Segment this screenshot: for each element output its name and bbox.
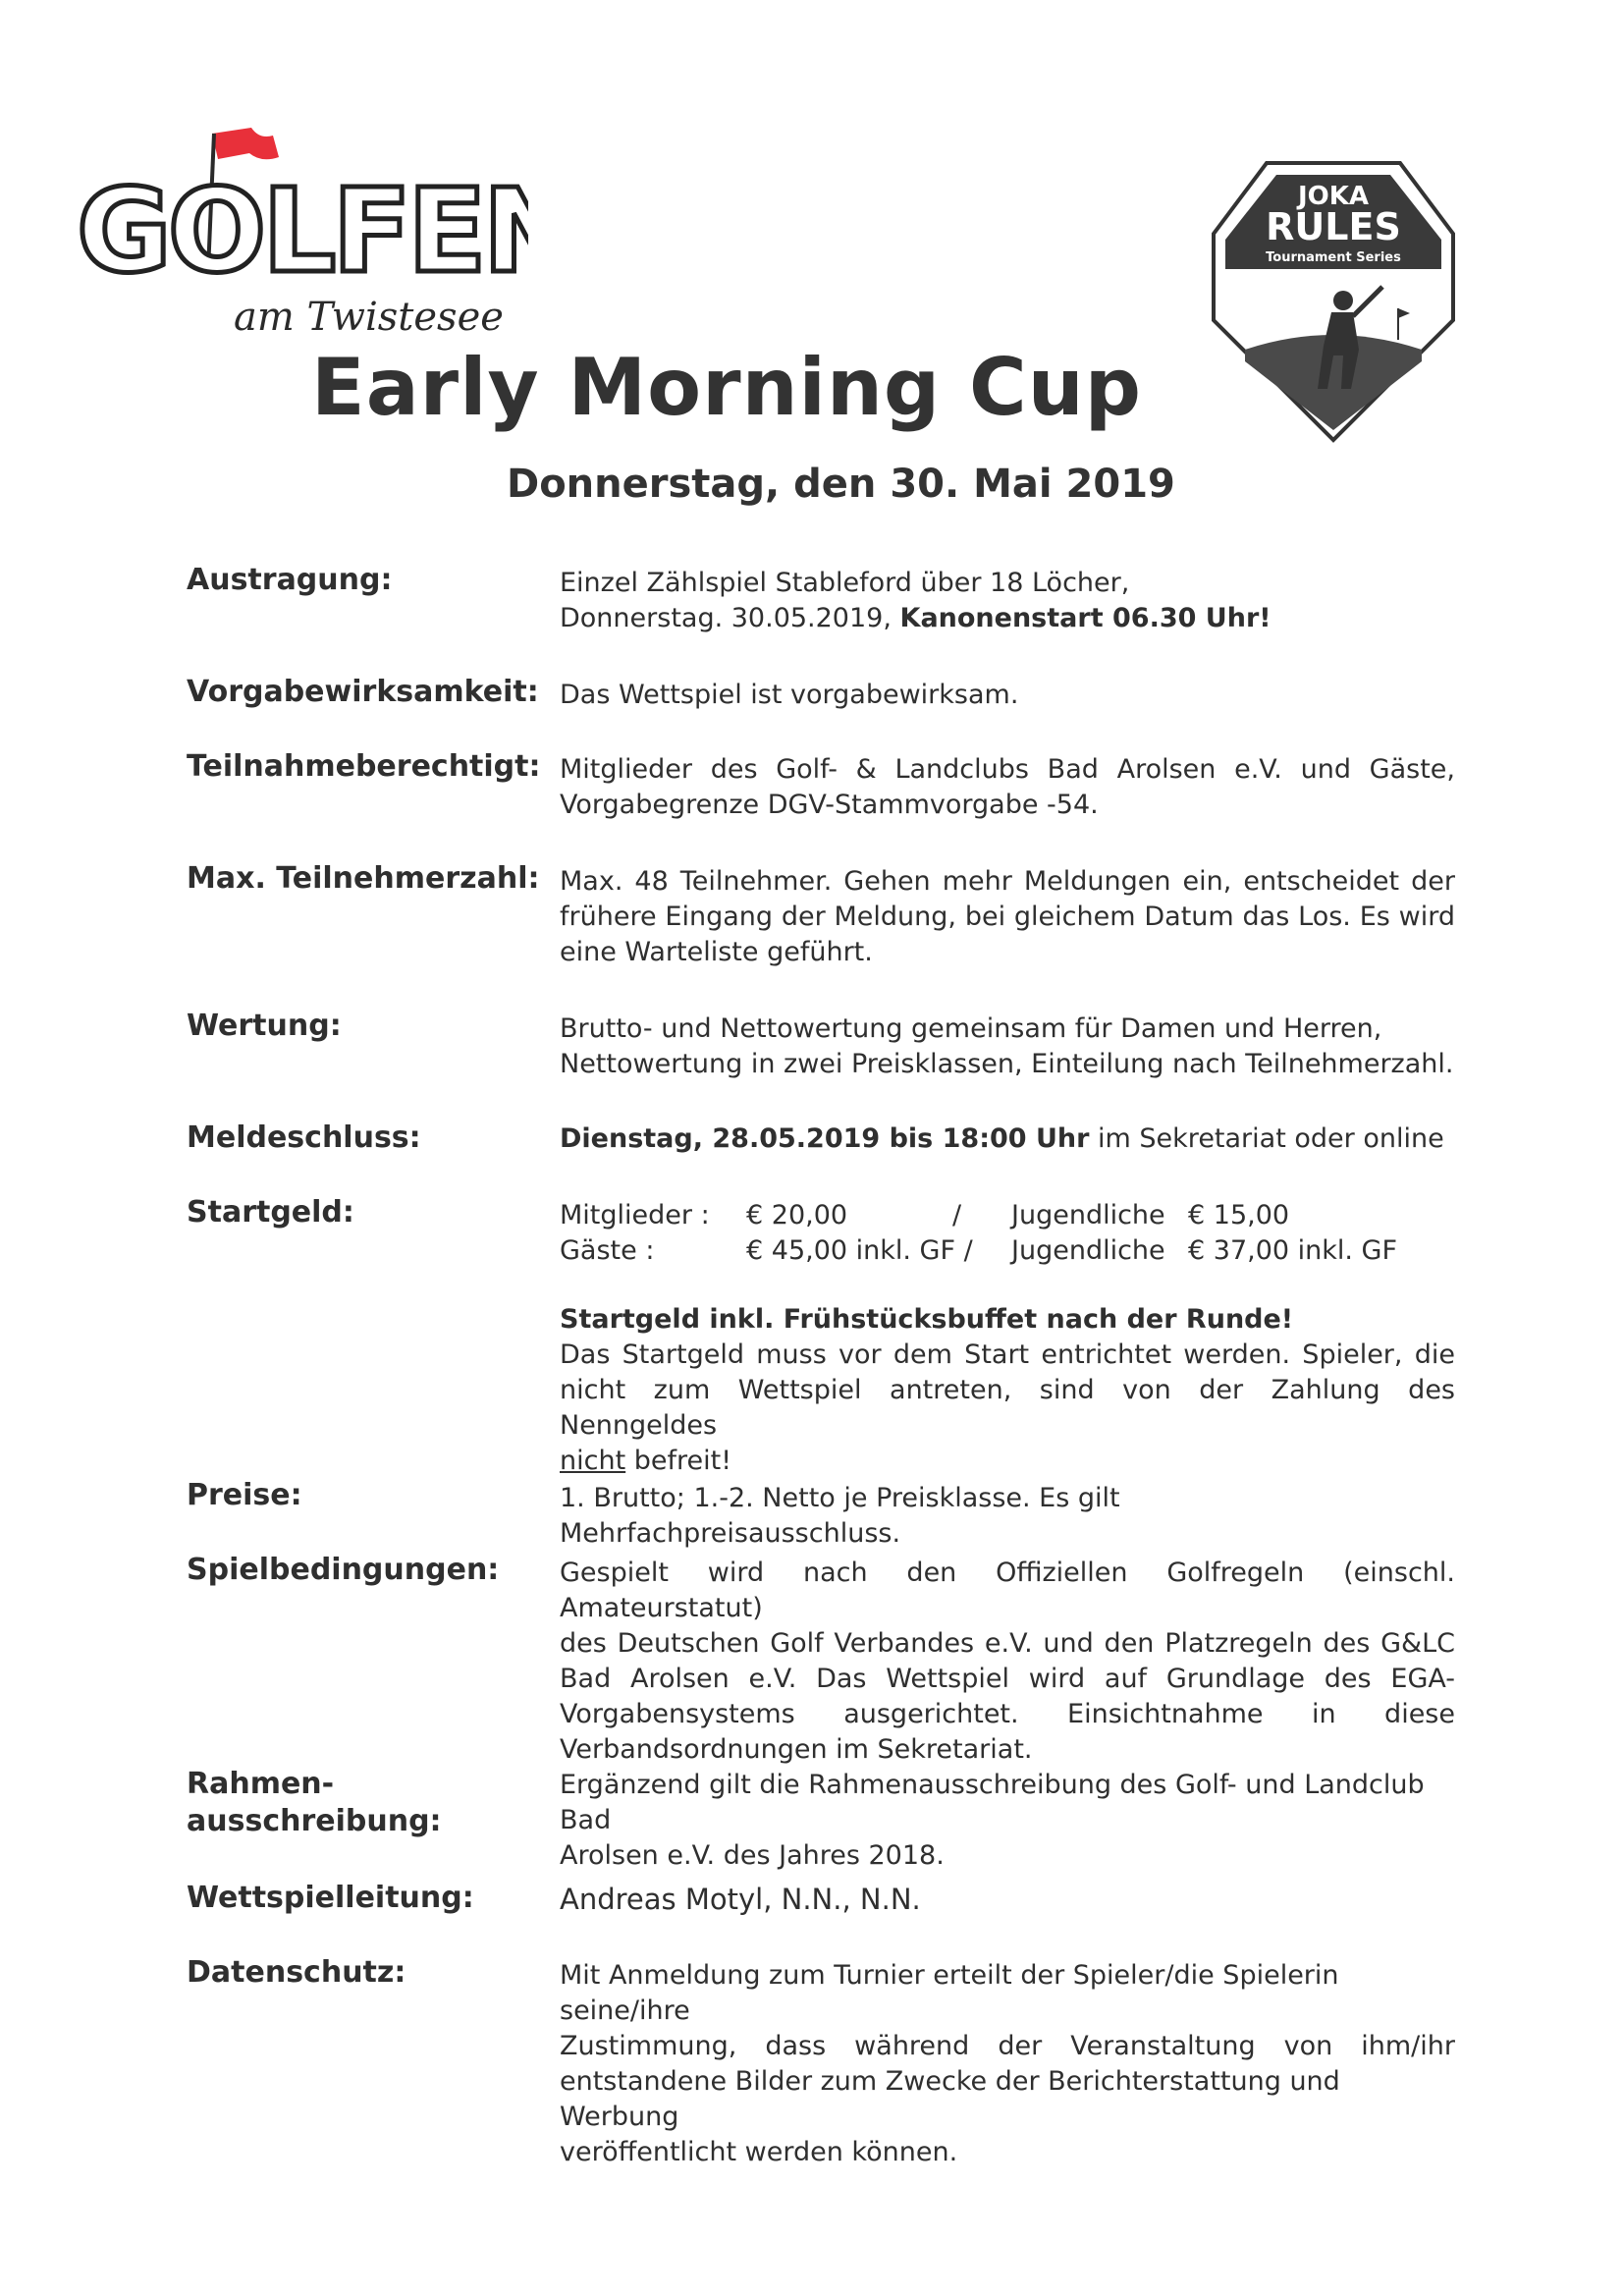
label-preise: Preise: [187,1478,302,1512]
fee-row: Mitglieder : € 20,00 / Jugendliche € 15,00 [560,1200,1290,1230]
value-preise: 1. Brutto; 1.-2. Netto je Preisklasse. Es gilt Mehrfachpreisausschluss. [560,1483,1120,1549]
fee-row: Gäste : € 45,00 inkl. GF / Jugendliche € 37,00 inkl. GF [560,1235,1398,1266]
value-startgeld: Mitglieder : € 20,00 / Jugendliche € 15,00 Gäste : € 45,00 inkl. GF / Jugendliche € 37,00 inkl. GF Startgeld inkl. Frühstücksbuffet nach der Runde! Das Startgeld muss vor dem Start entrichtet werden. Spieler, die nicht zum Wettspiel antreten, sind von der Zahlung des Nenngeldes nicht befreit! [560,1200,1455,1476]
label-teilnahmeberechtigt: Teilnahmeberechtigt: [187,749,541,784]
label-spielbedingungen: Spielbedingungen: [187,1553,500,1587]
label-wettspielleitung: Wettspielleitung: [187,1881,474,1915]
value-max-teilnehmerzahl: Max. 48 Teilnehmer. Gehen mehr Meldungen ein, entscheidet der frühere Eingang der Meldung, bei gleichem Datum das Los. Es wird eine Warteliste geführt. [560,866,1455,967]
value-teilnahmeberechtigt: Mitglieder des Golf- & Landclubs Bad Arolsen e.V. und Gäste, Vorgabegrenze DGV-Stammvorgabe -54. [560,754,1455,820]
label-rahmenausschreibung: Rahmen- ausschreibung: [187,1767,442,1838]
event-date-subtitle: Donnerstag, den 30. Mai 2019 [507,462,1175,507]
value-spielbedingungen: Gespielt wird nach den Offiziellen Golfregeln (einschl. Amateurstatut) des Deutschen Golf Verbandes e.V. und den Platzregeln des G&LC Bad Arolsen e.V. Das Wettspiel wird auf Grundlage des EGA- Vorgabensystems ausgerichtet. Einsichtnahme in diese Verbandsordnungen im Sekretariat. [560,1558,1455,1765]
startgeld-bold-note: Startgeld inkl. Frühstücksbuffet nach der Runde! [560,1304,1294,1335]
label-austragung: Austragung: [187,563,393,597]
value-meldeschluss: Dienstag, 28.05.2019 bis 18:00 Uhr im Sekretariat oder online [560,1123,1444,1154]
logo-main-text: GOLFEN [77,163,528,299]
label-startgeld: Startgeld: [187,1195,354,1230]
svg-text:RULES: RULES [1266,205,1401,248]
value-austragung: Einzel Zählspiel Stableford über 18 Löcher, Donnerstag. 30.05.2019, Kanonenstart 06.30 Uhr! [560,568,1271,633]
logo-sub-text: am Twistesee [234,295,504,340]
label-wertung: Wertung: [187,1009,342,1043]
value-vorgabewirksamkeit: Das Wettspiel ist vorgabewirksam. [560,680,1019,710]
value-rahmenausschreibung: Ergänzend gilt die Rahmenausschreibung des Golf- und Landclub Bad Arolsen e.V. des Jahres 2018. [560,1770,1425,1871]
label-max-teilnehmerzahl: Max. Teilnehmerzahl: [187,861,540,896]
value-datenschutz: Mit Anmeldung zum Turnier erteilt der Spieler/die Spielerin seine/ihre Zustimmung, dass während der Veranstaltung von ihm/ihr entstandene Bilder zum Zwecke der Berichterstattung und Werbung veröffentlicht werden können. [560,1960,1455,2167]
label-meldeschluss: Meldeschluss: [187,1121,421,1155]
joka-rules-badge [1206,153,1461,448]
fee-table [560,1198,1397,1269]
page-title: Early Morning Cup [311,342,1142,433]
value-wertung: Brutto- und Nettowertung gemeinsam für Damen und Herren, Nettowertung in zwei Preisklassen, Einteilung nach Teilnehmerzahl. [560,1013,1454,1079]
golfen-logo [77,124,528,350]
svg-text:JOKA: JOKA [1297,182,1370,211]
value-wettspielleitung: Andreas Motyl, N.N., N.N. [560,1883,921,1916]
svg-text:Tournament Series: Tournament Series [1266,250,1401,265]
label-vorgabewirksamkeit: Vorgabewirksamkeit: [187,675,539,709]
label-datenschutz: Datenschutz: [187,1955,406,1990]
